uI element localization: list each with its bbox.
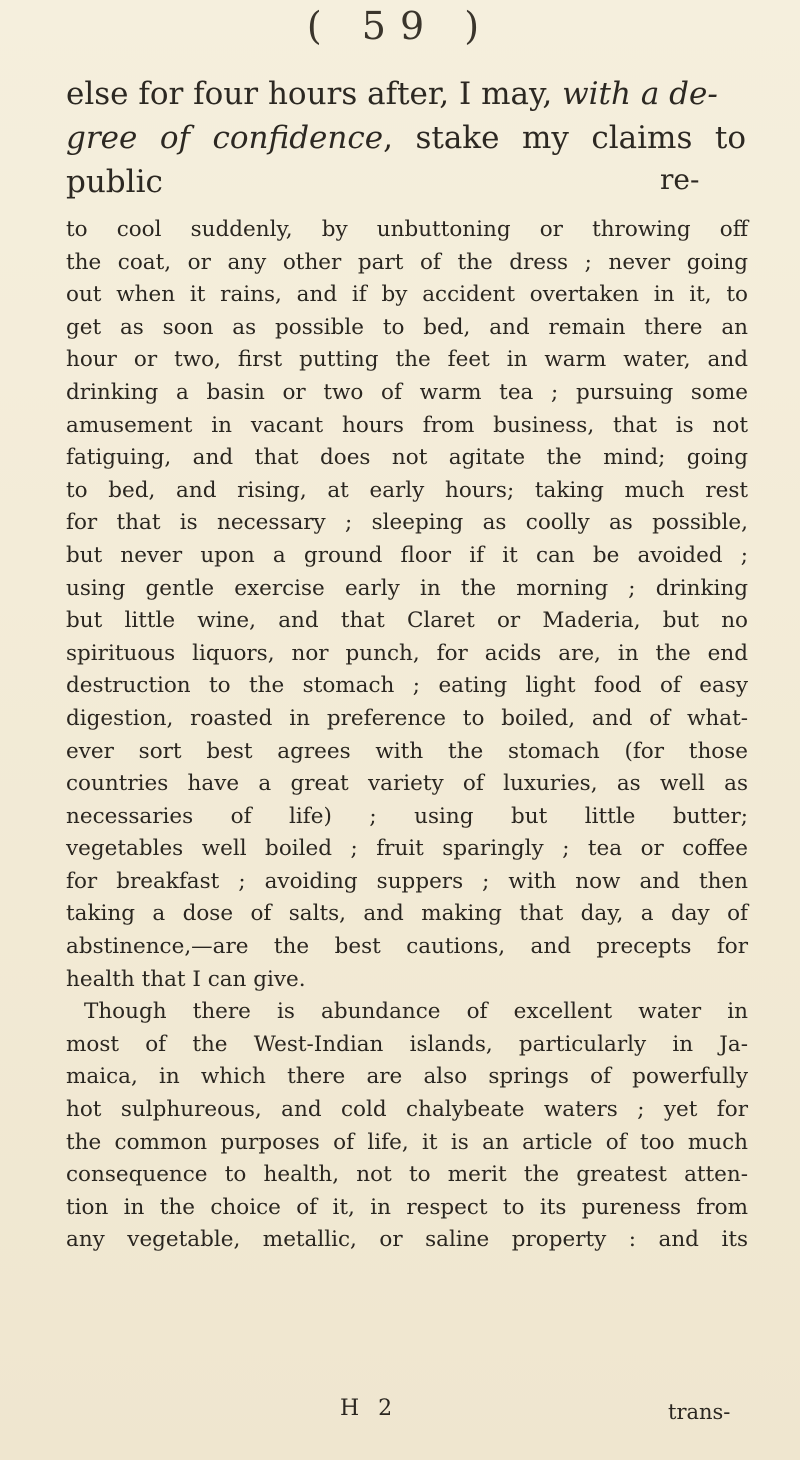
- body-line: fatiguing, and that does not agitate the mind; going: [66, 445, 748, 471]
- body-line: but never upon a ground floor if it can be avoided ;: [66, 542, 748, 568]
- body-line: necessaries of life) ; using but little butter;: [66, 803, 748, 829]
- paragraph-2-line: hot sulphureous, and cold chalybeate waters ; yet for: [66, 1097, 748, 1123]
- paragraph-2-line: Though there is abundance of excellent water in: [84, 999, 748, 1025]
- body-line: for that is necessary ; sleeping as coolly as possible,: [66, 510, 748, 536]
- top-line-1: [66, 72, 746, 116]
- body-line: but little wine, and that Claret or Maderia, but no: [66, 608, 748, 634]
- paragraph-2-line: any vegetable, metallic, or saline property : and its: [66, 1227, 748, 1253]
- body-line: digestion, roasted in preference to boiled, and of what-: [66, 705, 748, 731]
- bottom-catchword: trans-: [668, 1400, 731, 1424]
- top-text-block: [66, 72, 746, 204]
- paragraph-2-line: most of the West-Indian islands, particularly in Ja-: [66, 1031, 748, 1057]
- body-line: the coat, or any other part of the dress ; never going: [66, 249, 748, 275]
- body-line: get as soon as possible to bed, and remain there an: [66, 314, 748, 340]
- body-line: hour or two, first putting the feet in warm water, and: [66, 347, 748, 373]
- top-line-1-italic: with a de-: [562, 76, 718, 112]
- body-line: health that I can give.: [66, 966, 306, 992]
- body-line: spirituous liquors, nor punch, for acids are, in the end: [66, 640, 748, 666]
- top-line-2-normal: , stake my claims to public: [66, 120, 747, 200]
- top-catchword: re-: [660, 163, 700, 196]
- body-line: vegetables well boiled ; fruit sparingly ; tea or coffee: [66, 836, 748, 862]
- body-line: amusement in vacant hours from business, that is not: [66, 412, 748, 438]
- body-line: destruction to the stomach ; eating light food of easy: [66, 673, 748, 699]
- top-line-1-normal: else for four hours after, I may,: [66, 76, 563, 112]
- paragraph-2-line: consequence to health, not to merit the greatest atten-: [66, 1162, 748, 1188]
- paragraph-2-line: maica, in which there are also springs of powerfully: [66, 1064, 748, 1090]
- paragraph-2-line: the common purposes of life, it is an article of too much: [66, 1129, 748, 1155]
- body-line: to cool suddenly, by unbuttoning or throwing off: [66, 217, 748, 242]
- page-number: ( 59 ): [306, 4, 494, 48]
- body-line: using gentle exercise early in the morning ; drinking: [66, 575, 748, 601]
- body-line: countries have a great variety of luxuries, as well as: [66, 771, 748, 797]
- body-line: drinking a basin or two of warm tea ; pursuing some: [66, 379, 748, 405]
- body-line: taking a dose of salts, and making that day, a day of: [66, 901, 748, 927]
- body-line: to bed, and rising, at early hours; taking much rest: [66, 477, 748, 503]
- top-line-2-italic: gree of confidence: [66, 120, 384, 156]
- body-line: for breakfast ; avoiding suppers ; with now and then: [66, 868, 748, 894]
- body-line: out when it rains, and if by accident overtaken in it, to: [66, 282, 748, 308]
- signature-mark: H 2: [340, 1396, 399, 1421]
- body-line: abstinence,—are the best cautions, and precepts for: [66, 934, 748, 960]
- body-text-block: [66, 214, 748, 1257]
- body-line: ever sort best agrees with the stomach (for those: [66, 738, 748, 764]
- paragraph-2-line: tion in the choice of it, in respect to its pureness from: [66, 1194, 748, 1220]
- top-line-2: [66, 116, 746, 204]
